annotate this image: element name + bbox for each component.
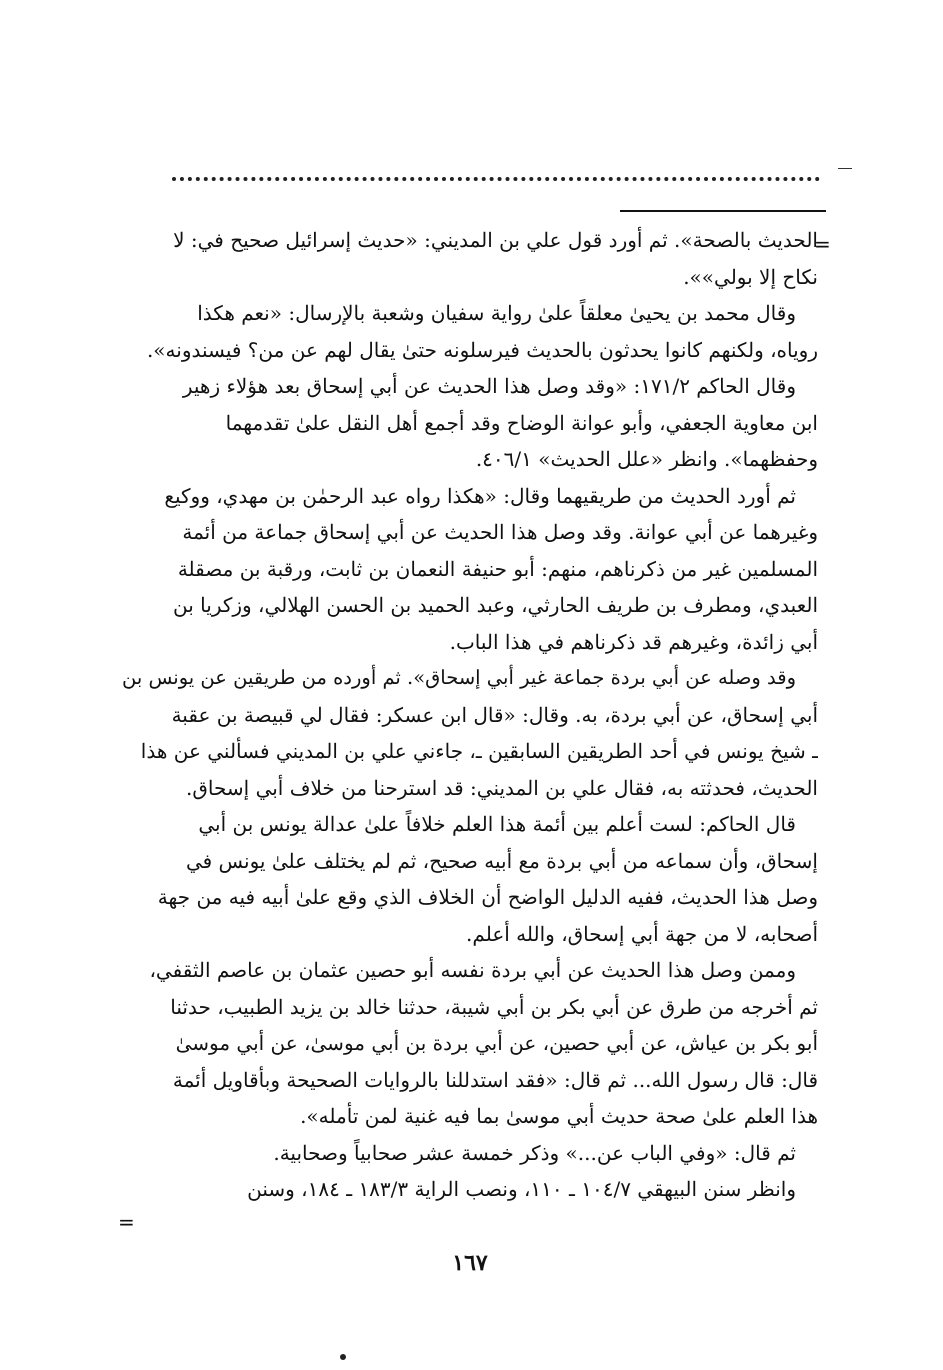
text-line: وانظر سنن البيهقي ١٠٤/٧ ـ ١١٠، ونصب الراية ١٨٣/٣ ـ ١٨٤، وسنن	[247, 1177, 796, 1201]
text-line: روياه، ولكنهم كانوا يحدثون بالحديث فيرسلونه حتىٰ يقال لهم عن من؟ فيسندونه».	[146, 337, 818, 362]
text-line: العبدي، ومطرف بن طريف الحارثي، وعبد الحميد بن الحسن الهلالي، وزكريا بن	[173, 593, 818, 617]
text-line: هذا العلم علىٰ صحة حديث أبي موسىٰ بما فيه غنية لمن تأمله».	[300, 1104, 818, 1128]
text-line: ثم أخرجه من طرق عن أبي بكر بن أبي شيبة، حدثنا خالد بن يزيد الطبيب، حدثنا	[170, 994, 818, 1019]
text-line: أبو بكر بن عياش، عن أبي حصين، عن أبي بردة بن أبي موسىٰ، عن أبي موسىٰ	[175, 1031, 818, 1055]
text-line: وقال الحاكم ١٧١/٢: «وقد وصل هذا الحديث عن أبي إسحاق بعد هؤلاء زهير	[182, 374, 796, 398]
footnote-rule	[620, 210, 826, 212]
text-line: المسلمين غير من ذكرناهم، منهم: أبو حنيفة النعمان بن ثابت، ورقبة بن مصقلة	[177, 556, 818, 581]
text-line: وصل هذا الحديث، ففيه الدليل الواضح أن الخلاف الذي وقع علىٰ أبيه فيه من جهة	[157, 885, 818, 909]
text-line: أبي إسحاق، عن أبي بردة، به. وقال: «قال ابن عسكر: فقال لي قبيصة بن عقبة	[171, 702, 818, 727]
text-line: وقال محمد بن يحيىٰ معلقاً علىٰ رواية سفيان وشعبة بالإرسال: «نعم هكذا	[197, 301, 796, 325]
continuation-mark-end: =	[118, 1210, 135, 1234]
page-number: ١٦٧	[452, 1250, 488, 1276]
text-line: وقد وصله عن أبي بردة جماعة غير أبي إسحاق». ثم أورده من طريقين عن يونس بن	[121, 666, 796, 689]
text-line: وممن وصل هذا الحديث عن أبي بردة نفسه أبو حصين عثمان بن عاصم الثقفي،	[149, 958, 796, 982]
text-line: ابن معاوية الجعفي، وأبو عوانة الوضاح وقد أجمع أهل النقل علىٰ تقدمهما	[225, 410, 818, 435]
text-line: وغيرهما عن أبي عوانة. وقد وصل هذا الحديث عن أبي إسحاق جماعة من أئمة	[182, 520, 818, 544]
text-line: الحديث، فحدثته به، فقال علي بن المديني: قد استرحنا من خلاف أبي إسحاق.	[186, 775, 818, 800]
text-line: أبي زائدة، وغيرهم قد ذكرناهم في هذا الباب.	[449, 629, 818, 654]
text-line: قال الحاكم: لست أعلم بين أئمة هذا العلم خلافاً علىٰ عدالة يونس بن أبي	[198, 812, 796, 836]
text-line: أصحابه، لا من جهة أبي إسحاق، والله أعلم.	[466, 921, 818, 946]
text-line: ثم أورد الحديث من طريقيهما وقال: «هكذا رواه عبد الرحمٰن بن مهدي، ووكيع	[164, 483, 796, 508]
corner-tick	[838, 168, 852, 169]
dotted-separator	[172, 177, 820, 181]
text-line: وحفظهما». وانظر «علل الحديث» ٤٠٦/١.	[475, 447, 818, 471]
text-line: ـ شيخ يونس في أحد الطريقين السابقين ـ، جاءني علي بن المديني فسألني عن هذا	[140, 739, 818, 763]
text-line: ثم قال: «وفي الباب عن...» وذكر خمسة عشر صحابياً وصحابية.	[273, 1140, 796, 1165]
text-line: الحديث بالصحة». ثم أورد قول علي بن المديني: «حديث إسرائيل صحيح في: لا	[173, 228, 818, 252]
text-line: قال: قال رسول الله... ثم قال: «فقد استدللنا بالروايات الصحيحة وبأقاويل أئمة	[172, 1067, 818, 1092]
stray-dot	[340, 1354, 346, 1360]
continuation-mark-start: =	[814, 232, 831, 256]
text-line: إسحاق، وأن سماعه من أبي بردة مع أبيه صحيح، ثم لم يختلف علىٰ يونس في	[185, 848, 818, 873]
footnote-text	[112, 222, 818, 1208]
text-line: نكاح إلا بولي»».	[683, 264, 818, 289]
